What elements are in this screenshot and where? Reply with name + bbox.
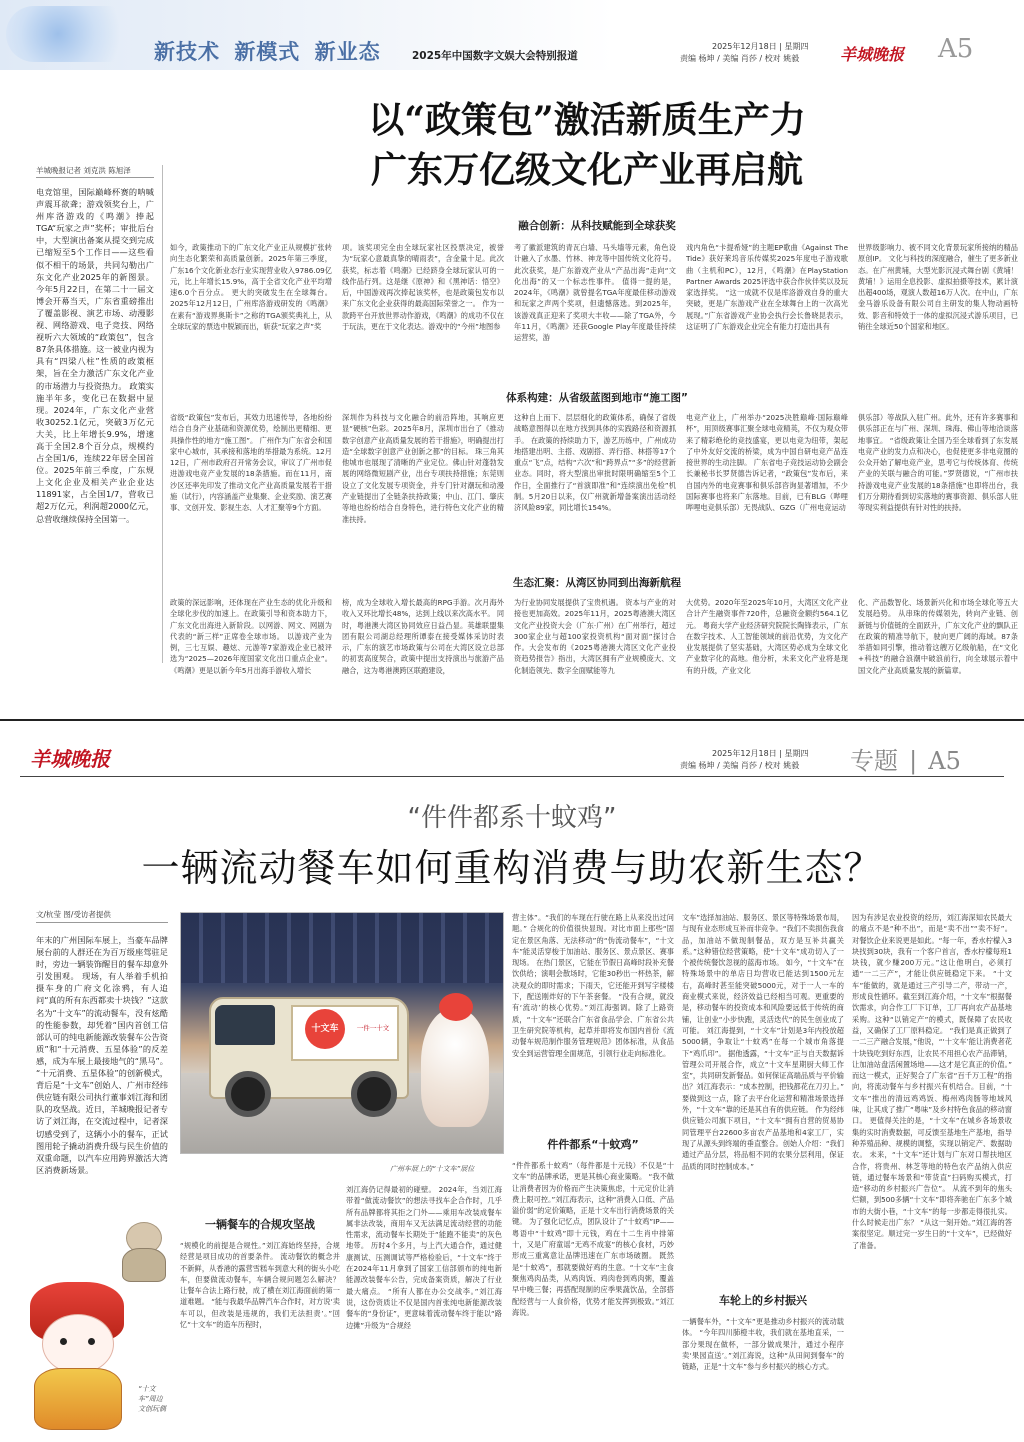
headline-2: 广东万亿级文化产业再启航 bbox=[370, 149, 803, 191]
s2-col-2: 深圳作为科技与文化融合的前沿阵地，其响应更显“硬核”色彩。2025年8月，深圳市出台了《推动数字创意产业高质量发展的若干措施》，明确提出打造“全球数字创意产业创新之都”的目标。 珠三角其他城市也展现了清晰的产业定位。佛山针对蓬勃发展的网络微短剧产业，出台专项扶持措施；东莞则设立了文化发展专项资金，并专门针对潮玩和动漫产业链提出了全链条扶持政策；中山、江门、肇庆等地也纷纷结合自身特色，进行特色文化产业的精准扶持。 bbox=[342, 413, 504, 524]
s1-col-4: 戏内角色“卡提希娅”的主题EP歌曲《Against The Tide》获好莱坞音乐传媒奖2025年度电子游戏歌曲（主机和PC），12月，《鸣潮》在PlayStation Partner Awards 2025评选中获合作伙伴奖以及玩家选择奖。 “这一成就不仅是库洛游戏自身的重大突破，更是广东游戏产业在全球舞台上的一次高光展现。”广东省游戏产业协会执行会长鲁晓昆表示，这证明了广东游戏企业完全有能力打造出具有 bbox=[686, 243, 848, 332]
slogan-1: 新技术 bbox=[154, 39, 220, 64]
s2-col-1: 省级“政策包”发布后，其效力迅速传导，各地纷纷结合自身产业基础和资源优势，绘制出更精细、更具操作性的地方“施工图”。 广州作为广东省会和国家中心城市，其承接和落地的举措最为系统。12月12日，广州市政府召开常务会议，审议了广州市促进游戏电竞产业发展的18条措施。而在11月，南沙区还率先印发了推动文化产业高质量发展若干措施（试行），内容涵盖产业集聚、企业奖励、演艺赛事、文创开发、影视生态、人才汇聚等9个方面。 bbox=[170, 413, 332, 513]
col-c2: 一辆餐车外，“十文车”更是推动乡村振兴的流动载体。 “今年四川肺橙丰收，我们就在基地直采，一部分果现在做杯，一部分做成果汁，通过小程序卖‘果园直送’。”刘江海说，这种“从田间到餐车”的链路，正是“十文车”参与乡村振兴的核心方式。 bbox=[682, 1317, 844, 1372]
col-b2: “件件都系十蚊鸡”（每件都是十元钱）不仅是“十文车”的品牌承诺，更是其核心商业策略。 “我不做让消费者因为价格而产生决策焦虑，十元定价让消费上限可控。”刘江海表示，这种“消费入口低、产品溢价弱”的定价策略，正是十文车出行消费场景的关键。 为了强化记忆点，团队设计了“十蚊鸡”IP——粤语中“十蚊鸡”即十元钱，鸡在十二生肖中排第十，又是广府童谣“无鸡不成宴”的核心食材，巧妙形成三重寓意让品牌迅速在广东市场破圈。 既然是“十蚊鸡”，那就要做好鸡的生意。“十文车”主食聚焦鸡肉品类，从鸡肉饭、鸡肉卷到鸡肉粥，覆盖早中晚三餐；再搭配现制的应季果蔬饮品，全部搭配经营与一人食价格，优势才能发挥到极致。”刘江海说。 bbox=[512, 1161, 674, 1317]
page-label: 专题 bbox=[850, 747, 898, 775]
headline-1: 以“政策包”激活新质生产力 bbox=[368, 99, 806, 141]
sidebar-rule bbox=[36, 177, 154, 178]
s3-col-3: 为行业协同发展提供了宝贵机遇。 资本与产业的对接也更加高效。2025年11月，2025粤港澳大湾区文化产业投资大会（广东·广州）在广州举行，超过300家企业与超100家投资机构“面对面”探讨合作。大会发布的《2025粤港澳大湾区文化产业投资趋势报告》指出，大湾区拥有产业规模庞大、文化制造领先、数字全面赋能等九 bbox=[514, 598, 676, 675]
header-editors-bottom: 责编 杨坤 / 美编 肖莎 / 校对 姚毅 bbox=[680, 761, 800, 770]
sidebar-divider bbox=[162, 165, 163, 663]
subhead-3: 车轮上的乡村振兴 bbox=[719, 1294, 807, 1307]
truck-sign: 十文车 bbox=[305, 1009, 345, 1049]
brand-logo-bottom: 羊城晚报 bbox=[30, 747, 110, 771]
truck-sign-2: 一件一十文 bbox=[356, 1024, 390, 1032]
slogan-3: 新业态 bbox=[314, 39, 381, 64]
byline: 羊城晚报记者 刘克洪 陈旭泽 bbox=[36, 166, 131, 175]
section-title-2: 体系构建：从省级蓝图到地市“施工图” bbox=[506, 392, 688, 404]
s1-col-1: 如今，政策推动下的广东文化产业正从规模扩张转向生态化繁荣和高质量创新。2025年第三季度，广东16个文化新业态行业实现营业收入9786.09亿元，比上年增长15.9%，高于全省文化产业平均增速6.0个百分点。 更大的突破发生在全球舞台。2025年12月12日，广州库洛游戏研发的《鸣潮》在素有“游戏界奥斯卡”之称的TGA颁奖典礼上，从全球玩家的票选中脱颖而出，斩获“玩家之声”奖 bbox=[170, 243, 332, 332]
kicker: “件件都系十蚊鸡” bbox=[407, 803, 617, 833]
col-b: 营主体”。“我们的车现在行驶在路上从来没出过问题。” 合规化的价值很快显现。对比市面上那些“固定在景区角落、无法移动”的“伪流动餐车”，“十文车”能灵活穿梭于加油站、服务区、景点景区、赛事现场。 在热门景区，它能在节假日高峰时段补充餐饮供给；演唱会散场时，它能30秒出一杯热茶，解决观众的即时需求；下雨天，它还能开到写字楼楼下，配送刚炸好的下午茶套餐。 “没有合规，就没有‘流动’的核心优势。”刘江海强调。除了上路资质，“十文车”还联合广东省食品学会、广东省公共卫生研究院等机构，起草并即将发布国内首份《流动餐车规范制作服务管理规范》团体标准，从食品安全到运营管理全面规范，引领行业走向标准化。 bbox=[512, 913, 674, 1058]
s3-col-5: 化、产品数智化、场景新兴化和市场全球化等五大发展趋势。 从串珠的传媒领先，转向产业链、创新链与价值链的全面跃升，广东文化产业的飘队正在政策的精准导航下，驶向更广阔的海域。87条举措如同引擎，推动着这艘万亿级航船，在“文化+科技”的融合浪潮中破浪前行，向全球展示着中国文化产业高质量发展的新篇章。 bbox=[858, 598, 1018, 675]
section-title-1: 融合创新：从科技赋能到全球获奖 bbox=[518, 220, 676, 232]
header-rule-bottom bbox=[20, 776, 1004, 777]
brand-logo: 羊城晚报 bbox=[840, 45, 905, 64]
s1-col-5: 世界级影响力、被不同文化背景玩家所接纳的精品原创IP。 文化与科技的深度融合，催生了更多新业态。在广州黄埔，大型光影沉浸式舞台剧《黄埔！黄埔！》运用全息投影、虚拟拍摄等技术，累计演出超400场，观演人数超16万人次。在中山，广东金马游乐设备有限公司自主研发的集人物动画特效、影音和特效于一体的虚拟沉浸式游乐项目，已销往全球近50个国家和地区。 bbox=[858, 243, 1018, 332]
front-wheel bbox=[225, 1071, 271, 1117]
col-c: 文车”选择加油站、服务区、景区等特殊场景布局，与现有业态形成互补而非竞争。“我们不卖损伤我食品，加油站不做现制餐品，双方是互补共赢关系。”这种错位经营策略，使“十文车”成功切入了一个被传统餐饮忽视的蓝海市场。 如今，“十文车”在特殊场景中的单店日均营收已能达到1500元左右，高峰时甚至能突破5000元，对于一人一车的商业模式来说，经济效益已经相当可观。更重要的是，移动餐车的投资成本和风险要远低于传统的商铺，让创业“小步快跑，灵活迭代”的民生创业成了可能。 刘江海提到，“十文车”计划是3年内投放超5000辆，争取让“十蚊鸡”在每一个城市角落提下“鸡爪印”。 据他透露，“十文车”正与自天数据诉管理公司开展合作，成立“十文车星期厨大师工作室”，共同研发新餐品。如何保证高端品质与平价输出？刘江海表示：“成本控制，把钱都花在刀刃上。” 要做到这一点，除了去平台化运营和精准场景选择外，“十文车”靠的还是其自有的供应链。 作为经纬供应链公司旗下项目，“十文车”拥有自营的贸易协同管理平台22600多亩农产品基地和4家工厂，实现了从源头到终端的垂直整合。创始人介绍：“我们通过产品分层，将品相不同的农果分层利用，保证品质的同时控制成本。” bbox=[682, 913, 844, 1171]
col-a1: “规模化的前提是合规性。”刘江海始终坚持，合规经营是项目成功的首要条件。 流动餐饮的概念并不新鲜，从香港的露营雪糕车到意大利的街头小吃车，但要做流动餐车，车辆合规问题怎么解决？ 让餐车合法上路行驶，成了横在刘江海面前的第一道难题。 “能与我最华品牌汽车合作时，对方说‘卖车可以，但改装是违规的，我们无法担责’。”回忆“十文车”的造车历程时， bbox=[180, 1241, 340, 1330]
s3-col-2: 榜，成为全球收入增长最高的RPG手游。次月海外收入又环比增长48%，达到上线以来次高水平。 同时，粤港澳大湾区协同效应日益凸显。英雄联盟集团有限公司湖总经理所谭泰在接受媒体采访时表示，广东的演艺市场政策与公司在大湾区设立总部的初衷高度契合，政策中提出支持演出与旅游产品融合，这为粤港澳跨区联跑建设， bbox=[342, 598, 504, 675]
mascot-caption: “十文车”周边文创玩偶 bbox=[138, 1385, 166, 1413]
page-number-bottom: A5 bbox=[928, 747, 961, 775]
banner-subtitle: 2025年中国数字文娱大会特别报道 bbox=[412, 50, 578, 62]
page-label-bottom bbox=[850, 741, 961, 776]
mascot-doll bbox=[22, 1282, 132, 1432]
col-d: 因为有涉足农业投资的经历，刘江海深知农民最大的痛点不是“种不出”，而是“卖不出”“卖不好”。 对餐饮企业来说更是如此。“每一年，香水柠檬入3块找到30块，我有一个客户首言，香水柠檬每班1块钱，就少赚200万元。”这让他明白，必须打通“一二三产”，才能让供应链稳定下来。 “十文车”能做的，就是通过三产引导二产，带动一产，形成良性循环。截至到江海介绍，“十文车”根据餐饮需求，向合作工厂下订单，工厂再向农产品基地采购。这种“以销定产”的模式，既保障了农民收益，又确保了工厂原料稳定。 “我们是真正做到了一二三产融合发展，”他说，“‘十文车’能让消费者花十块钱吃到好东西，让农民不用担心农产品滞销，让加油站盘活闲置场地——这才是它真正的价值。” 而这一模式，正好契合了广东省“百千万工程”的指向，将流动餐车与乡村振兴有机结合。目前，“十文车”推出的清远鸡鸡饭、梅州鸡肉肠等地域风味，让其成了推广“粤味”及乡村特色食品的移动窗口。 更值得关注的是，“十文车”在城乡各场景收集的实时消费数据，可反馈至基地生产基地，指导种养殖品种、规模的调整，实现以销定产、数据助农。 未来，“十文车”还计划与广东对口帮扶地区合作，将贵州、林芝等地的特色农产品纳入供应链，通过餐车场景和“带货直”扫码购买模式，打造“移动的乡村振兴广告位”。 从流不到年的焦头烂额，到500多辆“十文车”即将奔驰在广东多个城市的大街小巷，“十文车”的每一步都走得很扎实。 什么时候走出广东？ “从这一刻开始。”刘江海的答案很坚定。顺过完一岁生日的“十文车”，已经做好了准备。 bbox=[852, 913, 1012, 1250]
banner-decoration bbox=[6, 6, 136, 62]
section-title-3: 生态汇聚：从湾区协同到出海新航程 bbox=[513, 577, 681, 589]
banner-slogan bbox=[154, 36, 381, 66]
rear-wheel bbox=[351, 1071, 397, 1117]
headline-bottom: 一辆流动餐车如何重构消费与助农新生态？ bbox=[141, 846, 883, 890]
s1-col-2: 项。该奖项完全由全球玩家社区投票决定，被誉为“玩家心意最真挚的晴雨表”，含金量十足。此次获奖，标志着《鸣潮》已经跻身全球玩家认可的一线作品行列。这是继《原神》和《黑神话：悟空》后，中国游戏再次捧起该奖杯，也是政策包发布以来广东文化企业获得的最高国际荣誉之一。 作为一款跨平台开放世界动作游戏，《鸣潮》的成功不仅在于玩法，更在于文化表达。游戏中的“今州”地图参 bbox=[342, 243, 504, 332]
header-date-bottom: 2025年12月18日 | 星期四 bbox=[712, 749, 809, 758]
s1-col-3: 考了徽派建筑的青瓦白墙、马头墙等元素，角色设计融入了水墨、竹林、神龙等中国传统文化符号。此次获奖，是广东游戏产业从“产品出海”走向“文化出海”的又一个标志性事件。 值得一提的是，2024年，《鸣潮》就曾提名TGA年度最佳移动游戏和玩家之声两个奖项，但遗憾落选。到2025年，该游戏真正迎来了奖项大丰收——除了TGA外，今年11月，《鸣潮》还获Google Play年度最佳持续运营奖，游 bbox=[514, 243, 676, 343]
s2-col-5: 俱乐部）等战队入驻广州。此外，还有许多赛事和俱乐部正在与广州、深圳、珠海、佛山等地洽谈落地事宜。 “省级政策让全国乃至全球看到了东发展电竞产业的发力点和决心，也促使更多非电竞圈的公众开始了解电竞产业，思考它与传统体育、传统产业的关联与融合的可能。”罗贤德说，“广州市扶持游戏电竞产业发展的18条措施”也即将出台，我们万分期待看到切实落地的赛事资源、俱乐部人驻等现实利益提供有针对性的扶持。 bbox=[858, 413, 1018, 513]
intro-text: 年末的广州国际车展上，当豪车品牌展台前的人群还在为百万级座驾驻足时，旁边一辆装饰醒目的餐车却意外引发围观。 现场，有人举着手机拍摄车身的广府文化涂鸦，有人追问“真的所有东西都卖十块钱？”这款名为“十文车”的流动餐车，没有炫酷的性能参数，却凭着“国内首创工信部认可的纯电新能源改装餐车公告资质”和“十元消费、五星体验”的反差感，成为车展上最接地气的“黑马”。 “十元消费、五星体验”的创新模式，背后是“十文车”创始人、广州市经纬供应链有限公司执行董事刘江海和团队的攻坚战。近日，羊城晚报记者专访了刘江海，在交流过程中，记者深切感受到了，这辆小小的餐车，正试图用轮子撬动消费升级与民生价值的双重命题，以汽车应用跨界激活大湾区消费新场景。 bbox=[36, 935, 168, 1175]
s3-col-4: 大优势。2020年至2025年10月，大湾区文化产业合计产生融资事件720件，总融资金额约564.1亿元。 粤商大学产业经济研究院院长陶锋表示，广东在数字技术、人工智能领域的前沿优势，为文化产业发展提供了坚实基础，大湾区势必成为全球文化产业数字化的高地。他分析，未来文化产业将是现有的升级，产业文化 bbox=[686, 598, 848, 675]
photo-caption: 广州车展上的“十文车”展位 bbox=[390, 1165, 475, 1173]
byline-rule-bottom bbox=[36, 922, 168, 923]
page-sep: | bbox=[909, 747, 918, 775]
subhead-1: 一辆餐车的合规攻坚战 bbox=[205, 1218, 315, 1231]
col-a2: 刘江海仍记得最初的碰壁。 2024年，当刘江海带着“做流动餐饮”的想法寻找车企合作时，几乎所有品牌都将其拒之门外——乘用车改装成餐车属非法改装，商用车又无法满足流动经营的功能性需求，流动餐车长期处于“能跑不能卖”的灰色地带。 历时4个多月，与上汽大通合作，通过健康测试、压测调试等严格检验后，“十文车”终于在2024年11月拿到了国家工信部颁布的纯电新能源改装餐车公告，完成备案资质，解决了行业最大痛点。 “所有人都在办公交战李。”刘江海说，这份资质让不仅是国内首张纯电新能源改装餐车的“身份证”，更意味着流动餐车终于能以“路边摊”升级为“合规经 bbox=[346, 1185, 502, 1330]
mascot-doll-small bbox=[120, 1222, 166, 1282]
page-divider bbox=[0, 719, 1024, 721]
header-editors: 责编 杨坤 / 美编 肖莎 / 校对 姚毅 bbox=[680, 54, 800, 63]
s3-col-1: 政策的深远影响，还体现在产业生态的优化升级和全球化步伐的加速上。在政策引导和资本助力下，广东文化出海进入新阶段。以网游、网文、网剧为代表的“新三样”正席卷全球市场。 以游戏产业为例，三七互娱、趣炫、元游等7家游戏企业已被评选为“2025—2026年度国家文化出口重点企业”。《鸣潮》更是以新今年5月出海手游收入增长 bbox=[170, 598, 332, 675]
sidebar-lead: 电竞馆里，国际巅峰杯赛的呐喊声震耳欲聋；游戏领奖台上，广州库洛游戏的《鸣潮》捧起TGA“玩家之声”奖杯；审批后台中，大型演出备案从提交到完成已缩短至5个工作日——这些看似不相干的场景，共同勾勒出广东文化产业2025年的新图景。 今年5月22日，在第二十一届文博会开幕当天，广东省重磅推出了覆盖影视、演艺市场、动漫影视、网络游戏、电子竞技、网络视听六大领域的“政策包”，包含87条具体措施。这一被业内视为具有“四梁八柱”性质的政策框架，旨在全力激活广东文化产业的市场潜力与投资热力。 政策实施半年多，变化已在数据中显现。2024年，广东文化产业营收30252.1亿元，突破3万亿元大关，比上年增长9.9%，增速高于全国2.8个百分点，规模约占全国1/6，连续22年居全国首位。2025年前三季度，广东规上文化企业及相关产业企业达11891家，占全国1/7，营收已超2万亿元，利润超2000亿元，总营收继续保持全国第一。 bbox=[36, 187, 154, 524]
slogan-2: 新模式 bbox=[234, 39, 301, 64]
page-number: A5 bbox=[938, 34, 974, 64]
food-truck-photo bbox=[180, 912, 504, 1154]
s2-col-3: 这种自上而下、层层细化的政策体系，确保了省级战略意图得以在地方找到具体的实践路径和资源抓手。 在政策的持续助力下，游艺历练中，广州成功地搭建出明、主搭、戏剧搭、弄行搭、林搭等17个重点“飞”点，结构“六次”和“跨界点”“多”的经营新业态。同时，将大型演出审批时限明确缩至5个工作日，全面推行了“首演即准”和“连续演出免检”机制。5月20日以来，仅广州就新增备案演出活动经济风险89家，同比增长154%。 bbox=[514, 413, 676, 513]
header-date: 2025年12月18日 | 星期四 bbox=[712, 42, 809, 51]
subhead-2: 件件都系“十蚊鸡” bbox=[547, 1138, 639, 1151]
s2-col-4: 电竞产业上，广州举办“2025决胜巅峰·国际巅峰杯”，用顶级赛事汇聚全球电竞精英，不仅为观众带来了精彩绝伦的竞技盛宴，更以电竞为纽带，架起了中外友好交流的桥梁，成为中国自研电竞产品连接世界的生动注脚。 广东省电子竞技运动协会副会长兼秘书长罗贤德告诉记者，“政策包”发布后，来自国内外的电竞赛事和俱乐部咨询显著增加，不少国际赛事也将来广东落地。目前，已有BLG（哔哩哔哩电竞俱乐部）无畏战队、GZG（广州电竞运动 bbox=[686, 413, 848, 513]
byline-bottom: 文/杭莹 图/受访者提供 bbox=[36, 910, 111, 919]
